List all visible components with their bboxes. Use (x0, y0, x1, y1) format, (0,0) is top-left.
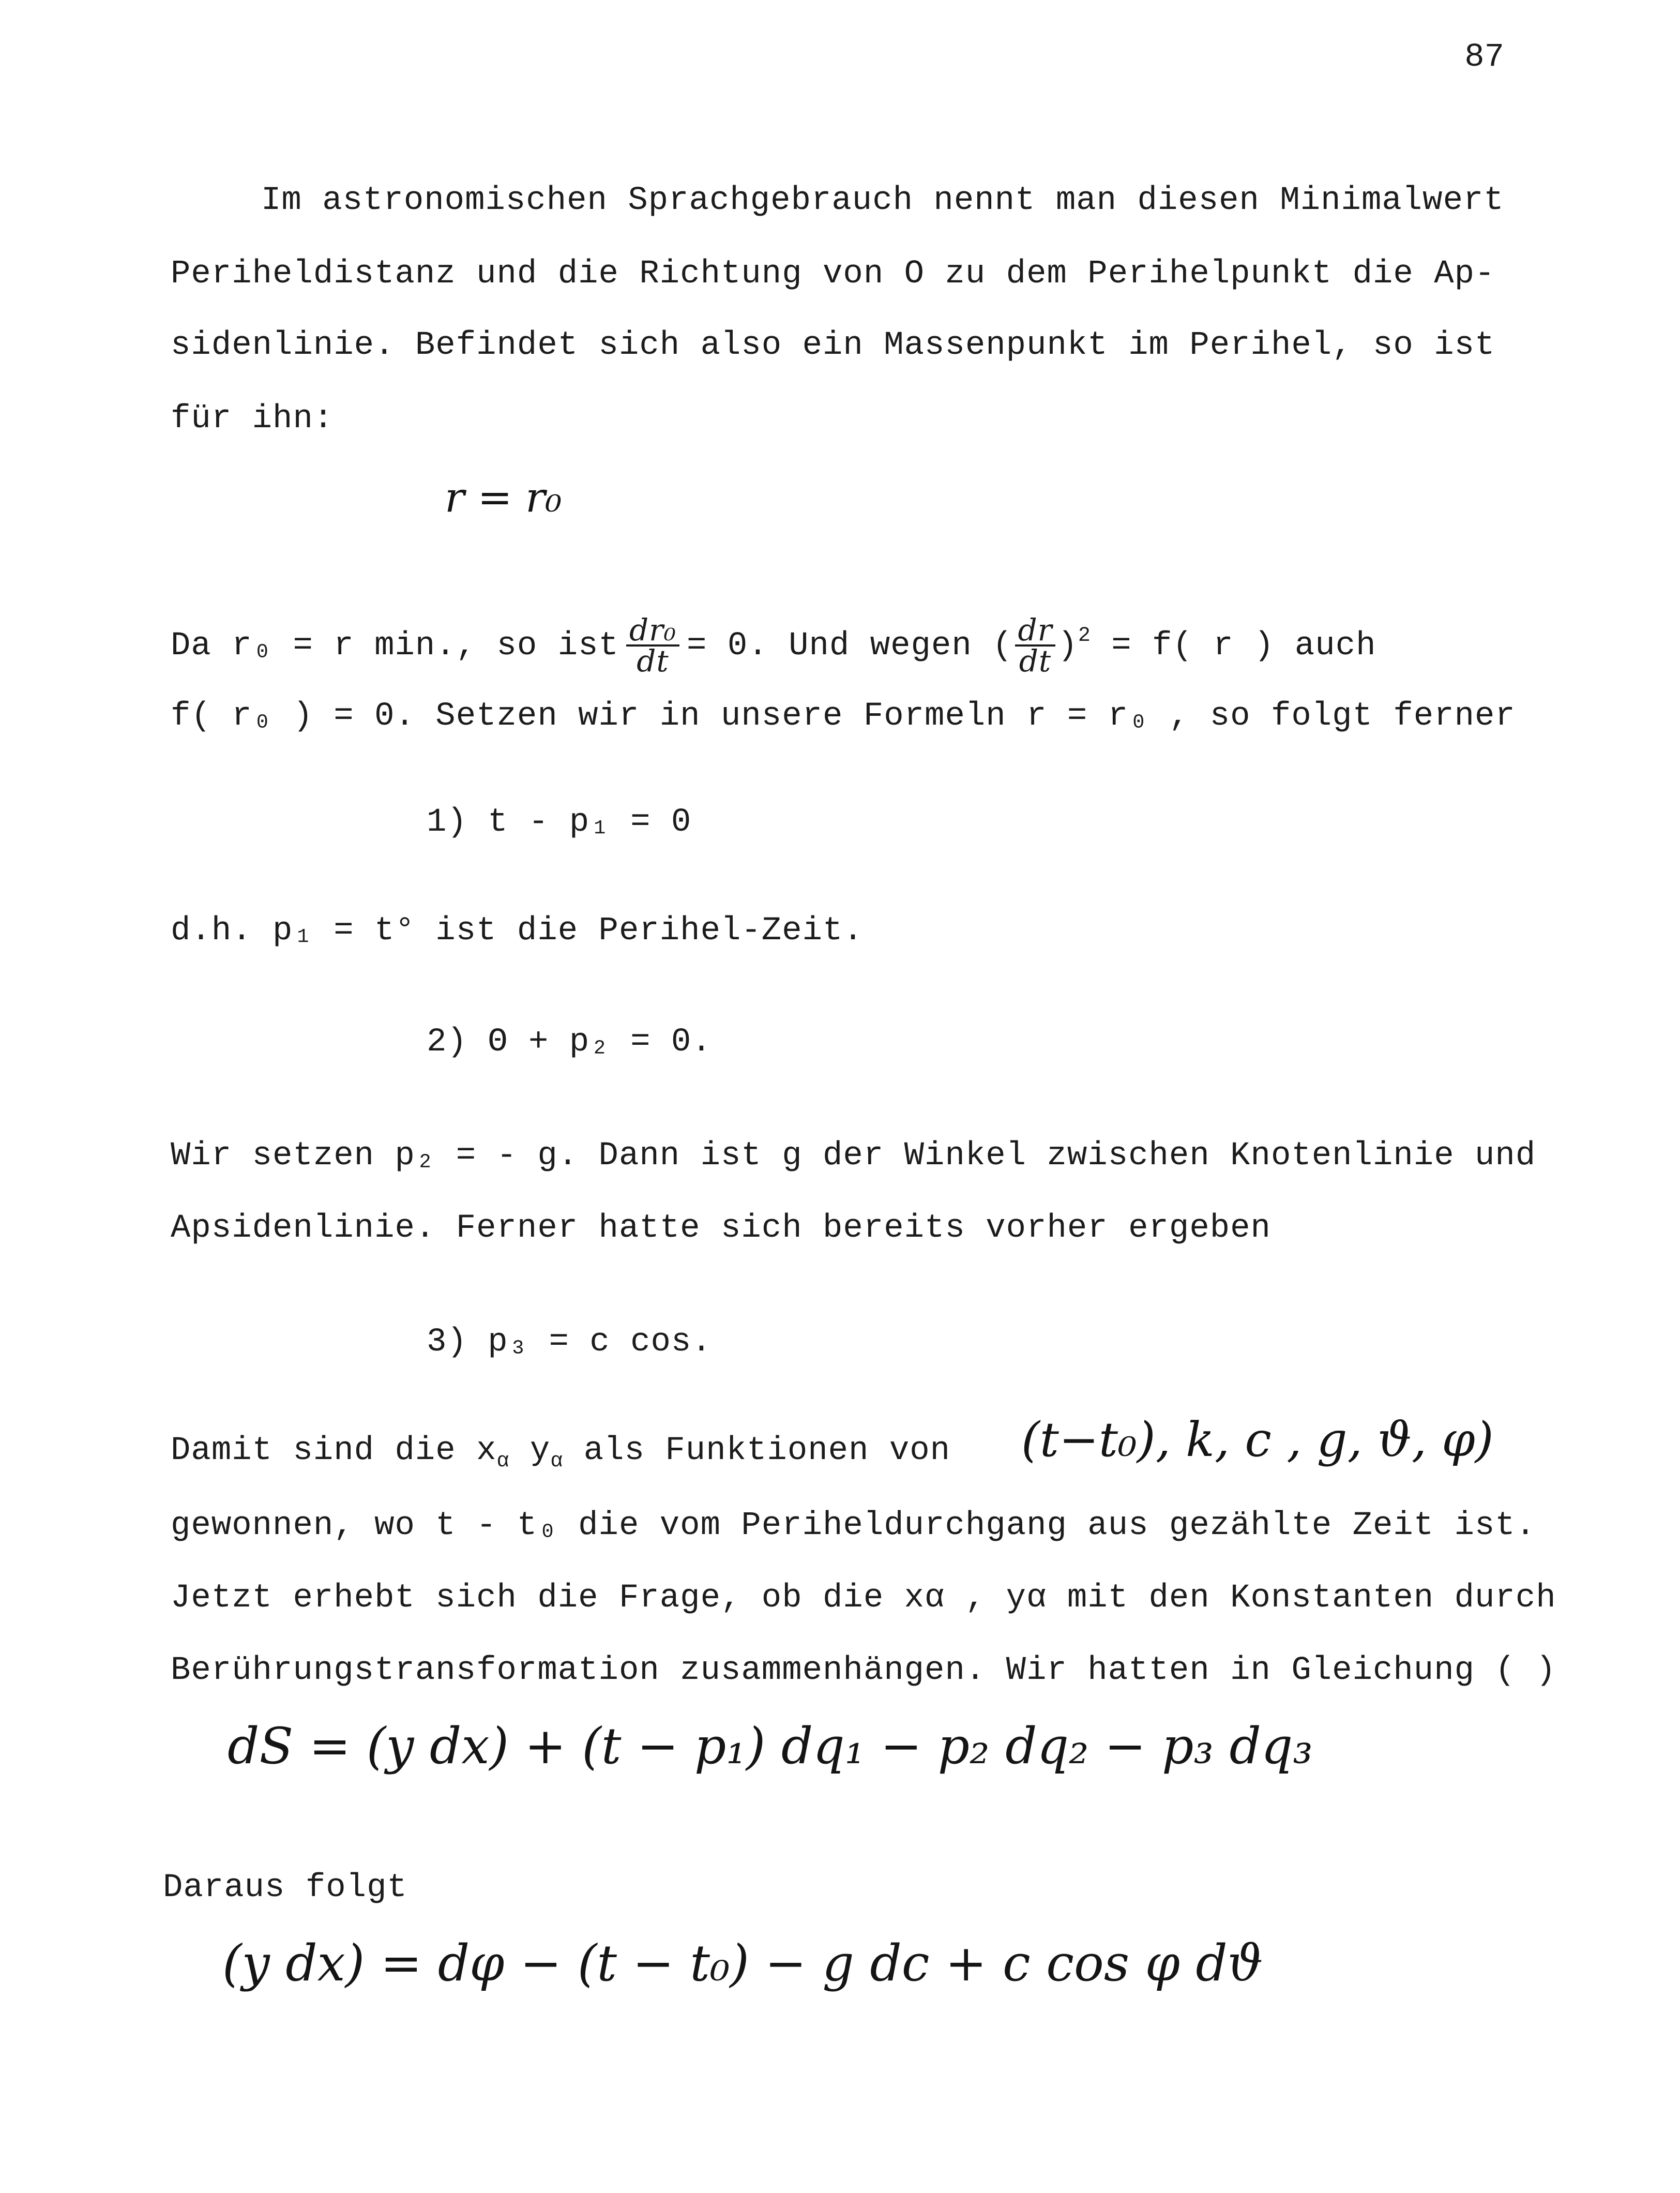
fraction2-numerator: dr (1015, 615, 1056, 647)
text-line-gewonnen: gewonnen, wo t - t₀ die vom Periheldurchgang aus gezählte Zeit ist. (171, 1507, 1536, 1544)
fraction2-denominator: dt (1019, 643, 1052, 679)
equation-r-equals-r0: r = r₀ (445, 473, 562, 521)
text-line-2: Periheldistanz und die Richtung von O zu dem Perihelpunkt die Ap- (171, 256, 1495, 293)
text-line-3: sidenlinie. Befindet sich also ein Massenpunkt im Perihel, so ist (171, 327, 1495, 364)
fraction-dr0-dt (626, 612, 679, 679)
text-line-da: Da r₀ = r min., so ist $\frac{\text{dr₀}}{dt}$ = 0. Und wegen ( $\frac{dr}{dt}$ )$^2$ = f( r ) auch (171, 612, 1376, 679)
fraction-numerator: dr₀ (626, 615, 679, 647)
da-text-b: = 0. Und wegen (687, 627, 972, 665)
text-line-wir-1: Wir setzen p₂ = - g. Dann ist g der Winkel zwischen Knotenlinie und (171, 1137, 1536, 1175)
text-line-damit: Damit sind die $x_\alpha$ $y_\alpha$ als Funktionen von (171, 1432, 951, 1473)
da-text-a: Da r₀ = r min., so ist (171, 627, 619, 665)
equation-3: 3) p₃ = c cos. (427, 1324, 712, 1361)
fraction-denominator: dt (637, 643, 669, 679)
fraction-dr-dt (1015, 612, 1056, 679)
text-line-dh: d.h. p₁ = t° ist die Perihel-Zeit. (171, 912, 864, 950)
handwritten-equation-dS: dS = (y dx) + (t − p₁) dq₁ − p₂ dq₂ − p₃ dq₃ (228, 1717, 1313, 1775)
text-line-jetzt: Jetzt erhebt sich die Frage, ob die xα , yα mit den Konstanten durch (171, 1580, 1556, 1617)
handwritten-arguments: (t−t₀), k, c , g, ϑ, φ) (1021, 1412, 1494, 1467)
equation-1: 1) t - p₁ = 0 (427, 804, 692, 841)
text-line-wir-2: Apsidenlinie. Ferner hatte sich bereits vorher ergeben (171, 1210, 1271, 1247)
damit-text-b: y (529, 1432, 551, 1469)
page-number: 87 (1464, 39, 1504, 76)
text-line-4: für ihn: (171, 400, 334, 438)
text-line-1: Im astronomischen Sprachgebrauch nennt man diesen Minimalwert (261, 182, 1504, 219)
text-line-daraus: Daraus folgt (163, 1869, 407, 1906)
equation-2: 2) Θ + p₂ = 0. (427, 1024, 712, 1061)
da-text-c: = f( r ) auch (1111, 627, 1376, 665)
handwritten-equation-ydx: (y dx) = dφ − (t − t₀) − g dc + c cos φ dϑ (222, 1934, 1263, 1992)
text-line-f: f( r₀ ) = 0. Setzen wir in unsere Formeln r = r₀ , so folgt ferner (171, 698, 1516, 735)
damit-text-a: Damit sind die x (171, 1432, 497, 1469)
damit-text-c: als Funktionen von (583, 1432, 951, 1469)
text-line-beruhrung: Berührungstransformation zusammenhängen. Wir hatten in Gleichung ( ) (171, 1652, 1556, 1689)
